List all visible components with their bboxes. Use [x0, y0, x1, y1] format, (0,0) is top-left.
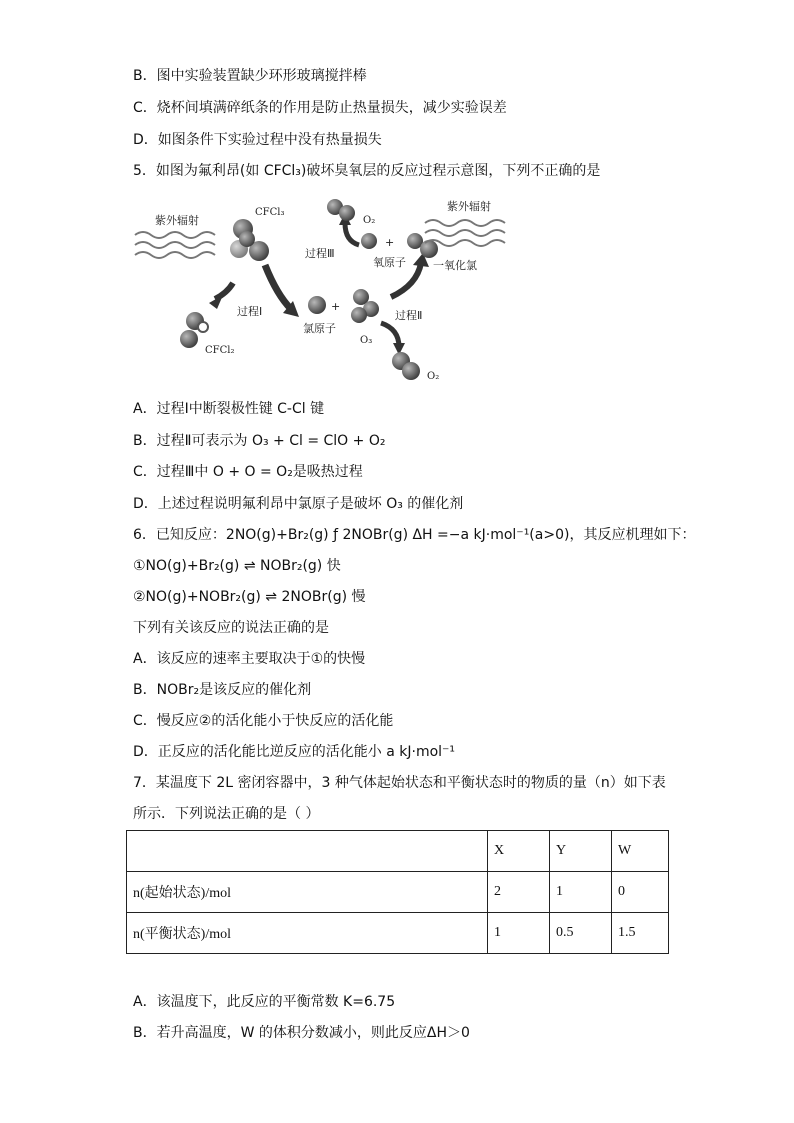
table-cell: 1: [488, 913, 550, 954]
cfcl2-molecule: [180, 312, 208, 348]
o2-top-label: O₂: [363, 215, 376, 226]
table-cell: Y: [550, 831, 612, 872]
line-q6-a: A．该反应的速率主要取决于①的快慢: [133, 651, 366, 667]
line-q6-ask: 下列有关该反应的说法正确的是: [133, 620, 329, 636]
table-cell: W: [612, 831, 669, 872]
clo-label: 一氧化氯: [433, 259, 477, 272]
process1-label: 过程Ⅰ: [237, 305, 263, 318]
plus-sign-1: +: [331, 300, 341, 313]
ozone-depletion-diagram: [133, 193, 513, 383]
arrow-process3: [345, 223, 359, 245]
line-q4-c: C．烧杯间填满碎纸条的作用是防止热量损失，减少实验误差: [133, 100, 507, 116]
line-q6-mechanism-1: ①NO(g)+Br₂(g) ⇌ NOBr₂(g) 快: [133, 558, 341, 574]
line-q4-b: B．图中实验装置缺少环形玻璃搅拌棒: [133, 68, 367, 84]
o2-bottom-molecule: [392, 352, 420, 380]
process3-label: 过程Ⅲ: [305, 247, 335, 260]
cl-atom: [308, 296, 326, 314]
table-cell: 0.5: [550, 913, 612, 954]
o-atom-label: 氧原子: [373, 256, 406, 269]
uv-waves-left: [135, 232, 215, 258]
table-cell: n(平衡状态)/mol: [127, 913, 488, 954]
line-q6-mechanism-2: ②NO(g)+NOBr₂(g) ⇌ 2NOBr(g) 慢: [133, 589, 366, 605]
line-q5-b: B．过程Ⅱ可表示为 O₃ + Cl = ClO + O₂: [133, 433, 386, 449]
table-cell: 1.5: [612, 913, 669, 954]
table-row: [127, 913, 669, 954]
o-atom: [361, 233, 377, 249]
line-q5-d: D．上述过程说明氟利昂中氯原子是破坏 O₃ 的催化剂: [133, 496, 464, 512]
table-cell: [127, 831, 488, 872]
line-q7-stem-2: 所示．下列说法正确的是（ ）: [133, 806, 320, 822]
table-cell: n(起始状态)/mol: [127, 872, 488, 913]
line-q6-stem: 6．已知反应：2NO(g)+Br₂(g) ƒ 2NOBr(g) ΔH =−a kJ·mol⁻¹(a>0)，其反应机理如下：: [133, 527, 696, 543]
table-cell: 2: [488, 872, 550, 913]
table-row: [127, 831, 669, 872]
line-q6-c: C．慢反应②的活化能小于快反应的活化能: [133, 713, 394, 729]
o2-top-molecule: [327, 199, 355, 221]
line-q7-a: A．该温度下，此反应的平衡常数 K=6.75: [133, 994, 396, 1010]
cfcl2-label: CFCl₂: [205, 345, 235, 356]
line-q5-c: C．过程Ⅲ中 O + O = O₂是吸热过程: [133, 464, 363, 480]
cl-atom-label: 氯原子: [303, 322, 336, 335]
arrow-process1-right: [265, 265, 291, 309]
line-q5-stem: 5．如图为氟利昂(如 CFCl₃)破坏臭氧层的反应过程示意图，下列不正确的是: [133, 163, 601, 179]
uv-label-right: 紫外辐射: [447, 200, 491, 213]
o2-bottom-label: O₂: [427, 371, 440, 382]
cfcl3-label: CFCl₃: [255, 207, 285, 218]
line-q4-d: D．如图条件下实验过程中没有热量损失: [133, 132, 382, 148]
table-row: [127, 872, 669, 913]
line-q6-b: B．NOBr₂是该反应的催化剂: [133, 682, 312, 698]
table-cell: 0: [612, 872, 669, 913]
plus-sign-2: +: [385, 236, 395, 249]
uv-waves-right: [425, 220, 505, 246]
uv-label-left: 紫外辐射: [155, 214, 199, 227]
table-cell: 1: [550, 872, 612, 913]
arrow-process1-left: [215, 283, 233, 299]
table-cell: X: [488, 831, 550, 872]
line-q6-d: D．正反应的活化能比逆反应的活化能小 a kJ·mol⁻¹: [133, 744, 456, 760]
cfcl3-molecule: [230, 219, 269, 261]
line-q7-b: B．若升高温度，W 的体积分数减小，则此反应ΔH＞0: [133, 1025, 470, 1041]
line-q5-a: A．过程Ⅰ中断裂极性键 C-Cl 键: [133, 401, 325, 417]
line-q7-stem-1: 7．某温度下 2L 密闭容器中，3 种气体起始状态和平衡状态时的物质的量（n）如下表: [133, 775, 666, 791]
o3-molecule: [351, 289, 379, 323]
process2-label: 过程Ⅱ: [395, 309, 423, 322]
clo-molecule: [407, 233, 438, 258]
equilibrium-table: [126, 830, 669, 954]
o3-label: O₃: [360, 335, 373, 346]
